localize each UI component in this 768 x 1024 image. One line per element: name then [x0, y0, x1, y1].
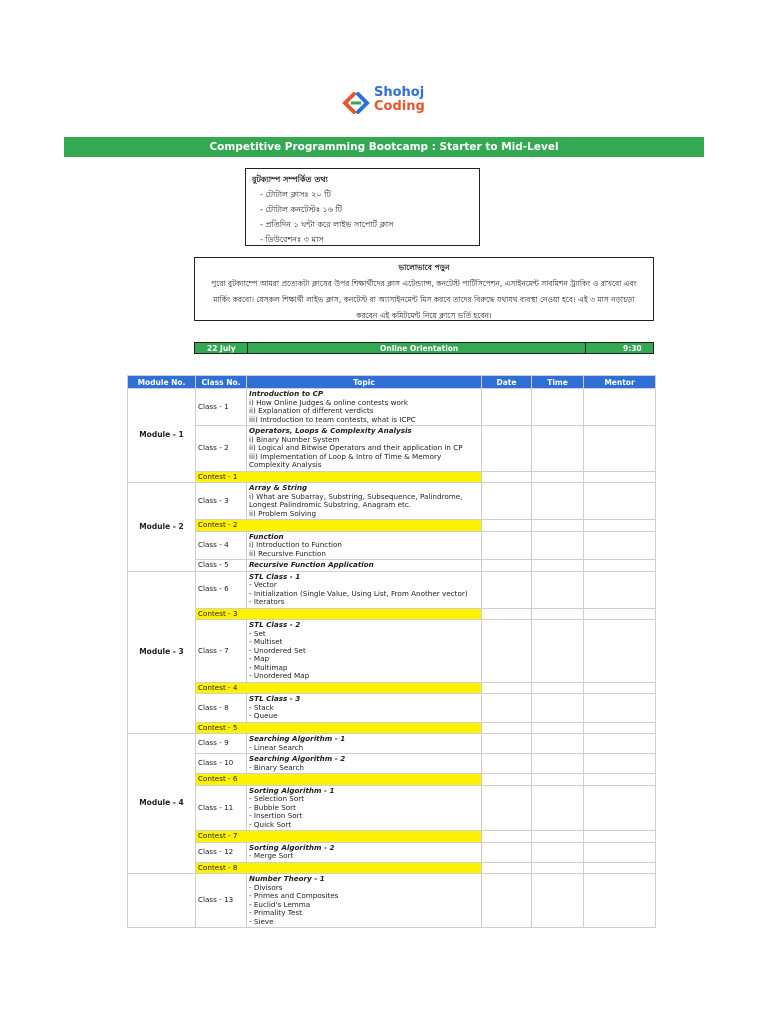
empty-cell	[482, 682, 532, 694]
empty-cell	[532, 608, 584, 620]
topic-line: - Insertion Sort	[249, 811, 303, 820]
empty-cell	[584, 531, 656, 560]
empty-cell	[482, 831, 532, 843]
topic-line: - Map	[249, 654, 270, 663]
topic-cell	[247, 620, 482, 683]
header-class: Class No.	[196, 376, 247, 389]
class-row	[128, 483, 656, 520]
topic-title: Sorting Algorithm - 2	[249, 842, 335, 852]
empty-cell	[584, 734, 656, 754]
module-cell: Module - 2	[128, 483, 196, 572]
empty-cell	[532, 874, 584, 928]
orientation-label: Online Orientation	[380, 344, 459, 353]
class-cell: Class - 7	[196, 620, 247, 683]
notice-line: করবেন এই কমিটমেন্ট নিয়ে ক্লাসে ভর্তি হবেন।	[356, 311, 492, 320]
empty-cell	[532, 483, 584, 520]
contest-label: Contest - 3	[196, 608, 482, 620]
notice-heading: ভালোভাবে পড়ুন	[398, 263, 450, 272]
topic-cell	[247, 426, 482, 472]
contest-row	[128, 722, 656, 734]
empty-cell	[584, 682, 656, 694]
topic-line: - Bubble Sort	[249, 802, 296, 812]
topic-line: - Multimap	[249, 662, 288, 672]
topic-line: - Binary Search	[249, 762, 304, 772]
topic-line: - Unordered Set	[249, 645, 306, 655]
info-item: - টোটাল ক্লাসঃ ২০ টি	[260, 190, 331, 199]
empty-cell	[482, 520, 532, 532]
info-item: - টোটাল কনটেস্টঃ ১৬ টি	[260, 205, 343, 214]
module-cell: Module - 3	[128, 571, 196, 734]
info-item: - ডিউরেশনঃ ৩ মাস	[260, 235, 324, 244]
class-cell: Class - 3	[196, 483, 247, 520]
info-item: - প্রতিদিন ১ ঘন্টা করে লাইভ সাপোর্ট ক্লাস	[260, 220, 394, 229]
info-heading: বুটক্যাম্প সম্পর্কিত তথ্য	[252, 175, 328, 184]
class-cell: Class - 4	[196, 531, 247, 560]
empty-cell	[482, 734, 532, 754]
empty-cell	[532, 842, 584, 862]
schedule-table	[127, 375, 656, 928]
empty-cell	[482, 471, 532, 483]
topic-line: - Merge Sort	[249, 851, 294, 860]
notice-line: পুরো বুটক্যাম্পে আমরা প্রত্যেকটা ক্লাসের উপর শিক্ষার্থীদের ক্লাস এটেন্ড্যান্স, কনটেস্ট পার্টিসিপেশন, এসাইনমেন্ট সাবমিশন ট্র্যাকিং ও রাখবো এবং	[211, 279, 637, 288]
empty-cell	[532, 571, 584, 608]
class-cell: Class - 6	[196, 571, 247, 608]
bootcamp-info-box	[245, 168, 480, 246]
topic-line: - Queue	[249, 711, 278, 720]
empty-cell	[482, 722, 532, 734]
empty-cell	[482, 389, 532, 426]
empty-cell	[584, 560, 656, 572]
class-row	[128, 571, 656, 608]
empty-cell	[482, 571, 532, 608]
topic-title: Function	[249, 531, 284, 541]
topic-line: i) Introduction to Function	[249, 540, 342, 549]
topic-line: - Linear Search	[249, 742, 304, 752]
topic-line: - Primality Test	[249, 908, 302, 917]
class-row	[128, 734, 656, 754]
header-module: Module No.	[128, 376, 196, 389]
topic-line: ii) Recursive Function	[249, 548, 326, 558]
class-row	[128, 842, 656, 862]
class-cell: Class - 9	[196, 734, 247, 754]
class-row	[128, 389, 656, 426]
topic-line: Longest Palindromic Substring, Anagram etc.	[249, 500, 412, 509]
topic-cell	[247, 842, 482, 862]
class-row	[128, 874, 656, 928]
empty-cell	[584, 426, 656, 472]
empty-cell	[482, 483, 532, 520]
class-row	[128, 754, 656, 774]
empty-cell	[482, 774, 532, 786]
topic-title: Number Theory - 1	[249, 874, 325, 883]
empty-cell	[584, 471, 656, 483]
topic-title: Array & String	[249, 483, 308, 492]
topic-line: - Multiset	[249, 637, 283, 646]
class-cell: Class - 5	[196, 560, 247, 572]
divider	[585, 343, 586, 353]
empty-cell	[584, 874, 656, 928]
class-row	[128, 560, 656, 572]
topic-line: - Iterators	[249, 597, 285, 606]
contest-row	[128, 774, 656, 786]
topic-line: iii) Introduction to team contests, what is ICPC	[249, 414, 416, 424]
class-cell: Class - 13	[196, 874, 247, 928]
topic-title: STL Class - 1	[249, 571, 301, 581]
contest-label: Contest - 8	[196, 862, 482, 874]
topic-line: - Selection Sort	[249, 794, 305, 803]
topic-line: ii) Explanation of different verdicts	[249, 406, 374, 415]
topic-line: - Vector	[249, 580, 277, 589]
empty-cell	[584, 694, 656, 723]
contest-row	[128, 471, 656, 483]
topic-line: - Divisors	[249, 882, 283, 892]
header-time: Time	[532, 376, 584, 389]
empty-cell	[532, 471, 584, 483]
empty-cell	[532, 831, 584, 843]
empty-cell	[584, 774, 656, 786]
empty-cell	[482, 694, 532, 723]
topic-title: Recursive Function Application	[249, 560, 374, 569]
empty-cell	[532, 774, 584, 786]
topic-line: - Unordered Map	[249, 671, 310, 680]
class-cell: Class - 8	[196, 694, 247, 723]
brand-name-line1: Shohoj	[374, 85, 425, 100]
topic-line: - Set	[249, 628, 266, 638]
empty-cell	[482, 608, 532, 620]
empty-cell	[584, 389, 656, 426]
topic-line: ii) Logical and Bitwise Operators and their application in CP	[249, 443, 463, 452]
topic-cell	[247, 754, 482, 774]
contest-row	[128, 862, 656, 874]
empty-cell	[482, 426, 532, 472]
empty-cell	[482, 531, 532, 560]
topic-line: iii) Implementation of Loop & Intro of Time & Memory	[249, 451, 442, 461]
logo-mark-icon	[342, 92, 370, 114]
empty-cell	[584, 754, 656, 774]
empty-cell	[532, 722, 584, 734]
empty-cell	[532, 734, 584, 754]
empty-cell	[482, 785, 532, 831]
module-cell: Module - 4	[128, 734, 196, 874]
topic-title: STL Class - 3	[249, 694, 301, 703]
empty-cell	[584, 483, 656, 520]
empty-cell	[584, 620, 656, 683]
empty-cell	[482, 754, 532, 774]
page-title: Competitive Programming Bootcamp : Starter to Mid-Level	[64, 137, 704, 157]
topic-title: Operators, Loops & Complexity Analysis	[249, 426, 412, 435]
empty-cell	[532, 426, 584, 472]
empty-cell	[532, 520, 584, 532]
orientation-time: 9:30 PM	[623, 344, 642, 365]
topic-cell	[247, 531, 482, 560]
class-row	[128, 785, 656, 831]
empty-cell	[532, 862, 584, 874]
empty-cell	[532, 620, 584, 683]
orientation-date: 22 July	[207, 344, 236, 353]
header-date: Date	[482, 376, 532, 389]
topic-line: i) How Online Judges & online contests work	[249, 397, 408, 407]
topic-line: Complexity Analysis	[249, 460, 322, 469]
empty-cell	[532, 694, 584, 723]
topic-line: - Quick Sort	[249, 819, 292, 829]
empty-cell	[482, 874, 532, 928]
topic-line: - Initialization (Single Value, Using List, From Another vector)	[249, 588, 468, 598]
topic-line: i) Binary Number System	[249, 434, 340, 444]
topic-line: - Stack	[249, 702, 274, 712]
notice-line: মার্কিং করবো। যেসকল শিক্ষার্থী লাইভ ক্লাস, কনটেস্ট বা অ্যাসাইনমেন্ট মিস করবে তাদের বিরুদ্ধে যথাযথ ব্যবস্থা নেওয়া হবে। এই ৩ মাস নড়াচড়া	[213, 295, 635, 304]
empty-cell	[584, 862, 656, 874]
empty-cell	[482, 560, 532, 572]
header-mentor: Mentor	[584, 376, 656, 389]
contest-label: Contest - 6	[196, 774, 482, 786]
empty-cell	[532, 785, 584, 831]
topic-line: ii) Problem Solving	[249, 508, 317, 518]
header-topic: Topic	[247, 376, 482, 389]
empty-cell	[584, 571, 656, 608]
contest-row	[128, 520, 656, 532]
contest-row	[128, 831, 656, 843]
empty-cell	[584, 520, 656, 532]
topic-cell	[247, 785, 482, 831]
empty-cell	[532, 389, 584, 426]
contest-label: Contest - 5	[196, 722, 482, 734]
topic-title: Introduction to CP	[249, 389, 324, 398]
empty-cell	[532, 754, 584, 774]
topic-line: - Sieve	[249, 916, 274, 926]
schedule-body	[128, 389, 656, 928]
class-row	[128, 426, 656, 472]
contest-row	[128, 682, 656, 694]
topic-line: - Primes and Composites	[249, 891, 339, 900]
topic-cell	[247, 483, 482, 520]
orientation-row	[194, 342, 654, 365]
contest-row	[128, 608, 656, 620]
class-cell: Class - 12	[196, 842, 247, 862]
class-row	[128, 531, 656, 560]
topic-title: Searching Algorithm - 2	[249, 754, 346, 763]
class-cell: Class - 2	[196, 426, 247, 472]
empty-cell	[584, 842, 656, 862]
contest-label: Contest - 4	[196, 682, 482, 694]
contest-label: Contest - 2	[196, 520, 482, 532]
topic-cell	[247, 389, 482, 426]
topic-cell	[247, 874, 482, 928]
class-cell: Class - 11	[196, 785, 247, 831]
empty-cell	[584, 785, 656, 831]
contest-label: Contest - 7	[196, 831, 482, 843]
class-row	[128, 694, 656, 723]
topic-cell	[247, 560, 482, 572]
empty-cell	[482, 862, 532, 874]
module-cell	[128, 874, 196, 928]
notice-box	[194, 257, 654, 321]
empty-cell	[482, 842, 532, 862]
empty-cell	[584, 722, 656, 734]
topic-cell	[247, 694, 482, 723]
class-row	[128, 620, 656, 683]
empty-cell	[584, 608, 656, 620]
empty-cell	[532, 560, 584, 572]
contest-label: Contest - 1	[196, 471, 482, 483]
class-cell: Class - 10	[196, 754, 247, 774]
empty-cell	[532, 531, 584, 560]
empty-cell	[532, 682, 584, 694]
topic-title: STL Class - 2	[249, 620, 301, 629]
divider	[247, 343, 248, 353]
brand-logo	[342, 84, 432, 118]
class-cell: Class - 1	[196, 389, 247, 426]
module-cell: Module - 1	[128, 389, 196, 483]
topic-cell	[247, 734, 482, 754]
topic-line: - Euclid's Lemma	[249, 899, 311, 909]
topic-line: i) What are Subarray, Substring, Subsequence, Palindrome,	[249, 491, 463, 501]
table-header-row	[128, 376, 656, 389]
empty-cell	[584, 831, 656, 843]
brand-name-line2: Coding	[374, 99, 425, 114]
topic-title: Searching Algorithm - 1	[249, 734, 346, 743]
empty-cell	[482, 620, 532, 683]
topic-cell	[247, 571, 482, 608]
topic-title: Sorting Algorithm - 1	[249, 785, 335, 795]
